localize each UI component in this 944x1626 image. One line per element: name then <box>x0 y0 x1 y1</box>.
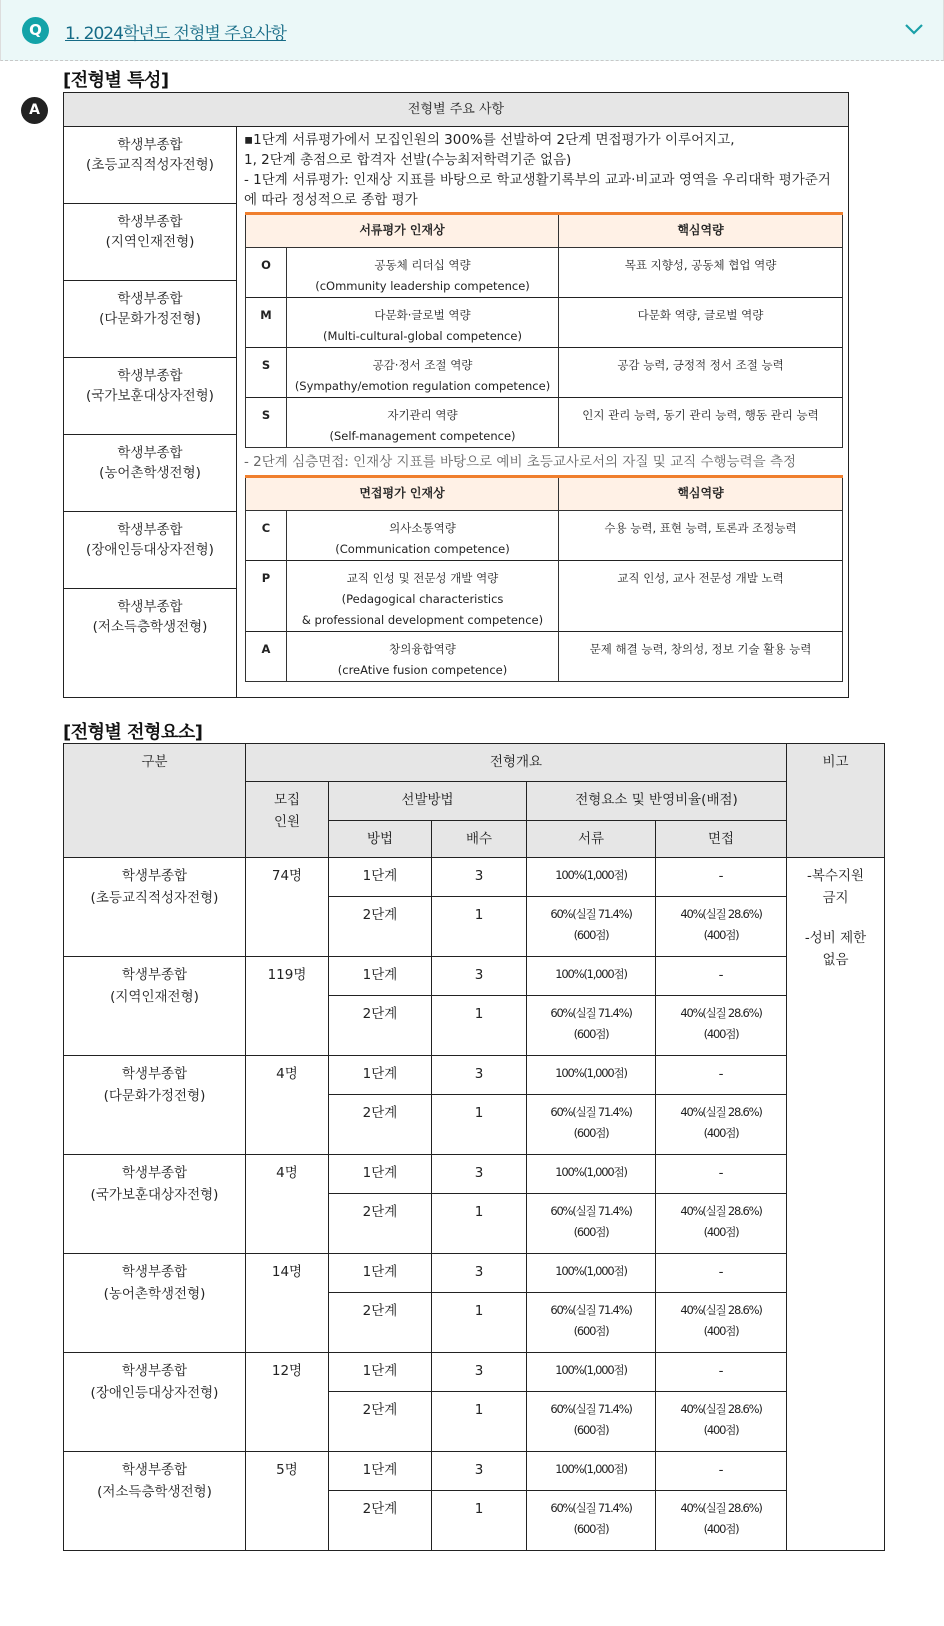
stage-method: 2단계 <box>329 1293 432 1353</box>
stage-interview: - <box>656 957 787 996</box>
stage-interview: 40%(실질 28.6%) <box>680 1006 762 1020</box>
characteristics-table <box>63 92 849 698</box>
stage-interview-points: (400점) <box>703 928 739 942</box>
stage-interview-points: (400점) <box>703 1423 739 1437</box>
int_table-header-core: 핵심역량 <box>559 477 843 511</box>
desc-line: - 1단계 서류평가: 인재상 지표를 바탕으로 학교생활기록부의 교과·비교과 영역을 우리대학 평가준거에 따라 정성적으로 종합 평가 <box>244 172 831 208</box>
faq-question-title[interactable]: 1. 2024학년도 전형별 주요사항 <box>65 24 286 44</box>
q-badge: Q <box>22 17 49 44</box>
table-row <box>246 248 843 298</box>
track-name: 학생부종합 <box>121 1066 188 1082</box>
stage-docs: 100%(1,000점) <box>527 1353 656 1392</box>
note-line: -성비 제한 <box>804 930 867 946</box>
a-badge: A <box>21 97 48 124</box>
stage-docs: 100%(1,000점) <box>527 858 656 897</box>
table-row <box>64 127 849 204</box>
stage-interview: - <box>656 1353 787 1392</box>
quota: 4명 <box>246 1155 329 1254</box>
stage-method: 2단계 <box>329 996 432 1056</box>
quota: 5명 <box>246 1452 329 1551</box>
stage-interview: 40%(실질 28.6%) <box>680 1501 762 1515</box>
stage-method: 1단계 <box>329 1353 432 1392</box>
stage-docs: 60%(실질 71.4%) <box>550 1501 632 1515</box>
track-sub: (초등교직적성자전형) <box>86 157 214 173</box>
main-points-cell <box>237 127 849 698</box>
stage-method: 1단계 <box>329 957 432 996</box>
stage-interview: - <box>656 1056 787 1095</box>
stage-multiple: 1 <box>432 1392 527 1452</box>
stage-docs: 100%(1,000점) <box>527 1056 656 1095</box>
track-name: 학생부종합 <box>121 1363 188 1379</box>
track-name: 학생부종합 <box>117 291 183 307</box>
header-method-group: 선발방법 <box>329 782 527 821</box>
stage-multiple: 3 <box>432 1056 527 1095</box>
stage-interview-points: (400점) <box>703 1522 739 1536</box>
stage-interview: - <box>656 1155 787 1194</box>
track-sub: (장애인등대상자전형) <box>86 542 214 558</box>
stage-docs-points: (600점) <box>573 1126 609 1140</box>
competency-ko: 창의융합역량 <box>389 642 456 656</box>
stage-docs-points: (600점) <box>573 1423 609 1437</box>
table-row <box>64 1155 885 1194</box>
doc_table-table <box>245 212 843 448</box>
stage-interview: 40%(실질 28.6%) <box>680 1105 762 1119</box>
stage-interview: - <box>656 858 787 897</box>
chevron-down-icon[interactable] <box>903 20 925 38</box>
stage-docs-points: (600점) <box>573 928 609 942</box>
quota: 4명 <box>246 1056 329 1155</box>
track-name: 학생부종합 <box>117 445 183 461</box>
stage-method: 1단계 <box>329 1056 432 1095</box>
table-row <box>64 1254 885 1293</box>
header-category: 구분 <box>64 744 246 858</box>
core-competency: 공감 능력, 긍정적 정서 조절 능력 <box>559 348 843 398</box>
note-cell <box>787 858 885 1551</box>
core-competency: 목표 지향성, 공동체 협업 역량 <box>559 248 843 298</box>
competency-key: O <box>246 248 287 298</box>
stage-docs: 60%(실질 71.4%) <box>550 1204 632 1218</box>
stage-method: 1단계 <box>329 1155 432 1194</box>
stage-interview-points: (400점) <box>703 1027 739 1041</box>
header-interview: 면접 <box>656 821 787 858</box>
doc_table-header-core: 핵심역량 <box>559 214 843 248</box>
core-competency: 다문화 역량, 글로벌 역량 <box>559 298 843 348</box>
header-overview: 전형개요 <box>246 744 787 782</box>
header-multiple: 배수 <box>432 821 527 858</box>
stage-docs: 100%(1,000점) <box>527 957 656 996</box>
header-elements: 전형요소 및 반영비율(배점) <box>527 782 787 821</box>
track-sub: (농어촌학생전형) <box>103 1286 206 1302</box>
competency-en: (cOmmunity leadership competence) <box>315 279 530 293</box>
stage-docs-points: (600점) <box>573 1324 609 1338</box>
stage-multiple: 3 <box>432 858 527 897</box>
header-docs: 서류 <box>527 821 656 858</box>
header-quota: 모집 인원 <box>246 782 329 858</box>
competency-key: S <box>246 398 287 448</box>
table-row <box>246 348 843 398</box>
doc_table-header-persona: 서류평가 인재상 <box>246 214 559 248</box>
core-competency: 인지 관리 능력, 동기 관리 능력, 행동 관리 능력 <box>559 398 843 448</box>
stage-multiple: 1 <box>432 1491 527 1551</box>
stage-multiple: 3 <box>432 1353 527 1392</box>
track-sub: (저소득층학생전형) <box>97 1484 212 1500</box>
stage-docs: 100%(1,000점) <box>527 1452 656 1491</box>
header-method: 방법 <box>329 821 432 858</box>
stage-interview: 40%(실질 28.6%) <box>680 1303 762 1317</box>
header-note: 비고 <box>787 744 885 858</box>
stage-interview: - <box>656 1452 787 1491</box>
table-row <box>246 561 843 632</box>
competency-key: S <box>246 348 287 398</box>
competency-en: (Pedagogical characteristics <box>341 592 504 606</box>
track-name: 학생부종합 <box>117 599 183 615</box>
competency-en-2: & professional development competence) <box>301 613 544 627</box>
stage-multiple: 1 <box>432 1194 527 1254</box>
competency-en: (Multi-cultural-global competence) <box>323 329 522 343</box>
stage-docs: 60%(실질 71.4%) <box>550 1402 632 1416</box>
table-row <box>246 632 843 682</box>
track-sub: (저소득층학생전형) <box>92 619 208 635</box>
table-row <box>64 858 885 897</box>
elements-table <box>63 743 885 1551</box>
quota: 14명 <box>246 1254 329 1353</box>
competency-ko: 교직 인성 및 전문성 개발 역량 <box>346 571 499 585</box>
table-row <box>64 1056 885 1095</box>
track-name: 학생부종합 <box>121 868 188 884</box>
stage-docs: 60%(실질 71.4%) <box>550 1303 632 1317</box>
competency-ko: 공감·정서 조절 역량 <box>372 358 473 372</box>
core-competency: 교직 인성, 교사 전문성 개발 노력 <box>559 561 843 632</box>
stage-interview: 40%(실질 28.6%) <box>680 907 762 921</box>
track-name: 학생부종합 <box>121 1165 188 1181</box>
track-name: 학생부종합 <box>121 967 188 983</box>
competency-key: A <box>246 632 287 682</box>
table-row <box>64 1353 885 1392</box>
track-name: 학생부종합 <box>121 1264 188 1280</box>
stage-method: 1단계 <box>329 1254 432 1293</box>
stage-multiple: 3 <box>432 1155 527 1194</box>
stage-docs-points: (600점) <box>573 1027 609 1041</box>
track-sub: (다문화가정전형) <box>103 1088 206 1104</box>
track-name: 학생부종합 <box>121 1462 188 1478</box>
competency-key: C <box>246 511 287 561</box>
note-line: 없음 <box>822 952 849 968</box>
stage-docs: 100%(1,000점) <box>527 1254 656 1293</box>
section-heading-characteristics: [전형별 특성] <box>63 70 169 91</box>
desc-line: 1, 2단계 총점으로 합격자 선발(수능최저학력기준 없음) <box>244 152 572 168</box>
table-header: 전형별 주요 사항 <box>64 93 849 127</box>
stage-multiple: 1 <box>432 1095 527 1155</box>
track-name: 학생부종합 <box>117 214 183 230</box>
track-name: 학생부종합 <box>117 522 183 538</box>
stage-interview: - <box>656 1254 787 1293</box>
track-sub: (다문화가정전형) <box>99 311 201 327</box>
section-heading-elements: [전형별 전형요소] <box>63 722 203 743</box>
table-row <box>64 957 885 996</box>
stage-docs: 60%(실질 71.4%) <box>550 1105 632 1119</box>
quota: 12명 <box>246 1353 329 1452</box>
track-sub: (국가보훈대상자전형) <box>90 1187 219 1203</box>
stage-multiple: 3 <box>432 1452 527 1491</box>
stage-interview-points: (400점) <box>703 1126 739 1140</box>
track-name: 학생부종합 <box>117 368 183 384</box>
stage-multiple: 3 <box>432 1254 527 1293</box>
competency-en: (Communication competence) <box>335 542 510 556</box>
stage-method: 1단계 <box>329 858 432 897</box>
int_table-header-persona: 면접평가 인재상 <box>246 477 559 511</box>
competency-en: (Sympathy/emotion regulation competence) <box>294 379 551 393</box>
table-row <box>64 1452 885 1491</box>
int_table-table <box>245 475 843 682</box>
stage-method: 2단계 <box>329 1491 432 1551</box>
note-line: -복수지원 <box>807 868 865 884</box>
competency-ko: 의사소통역량 <box>389 521 456 535</box>
stage-method: 2단계 <box>329 1194 432 1254</box>
stage-method: 2단계 <box>329 1095 432 1155</box>
stage-docs: 60%(실질 71.4%) <box>550 907 632 921</box>
stage-interview: 40%(실질 28.6%) <box>680 1402 762 1416</box>
core-competency: 수용 능력, 표현 능력, 토론과 조정능력 <box>559 511 843 561</box>
stage-interview: 40%(실질 28.6%) <box>680 1204 762 1218</box>
competency-en: (creAtive fusion competence) <box>337 663 508 677</box>
quota: 74명 <box>246 858 329 957</box>
stage-interview-points: (400점) <box>703 1225 739 1239</box>
note-line: 금지 <box>822 890 849 906</box>
interview-note: - 2단계 심층면접: 인재상 지표를 바탕으로 예비 초등교사로서의 자질 및 교직 수행능력을 측정 <box>244 454 797 470</box>
stage-docs-points: (600점) <box>573 1522 609 1536</box>
competency-ko: 다문화·글로벌 역량 <box>374 308 471 322</box>
competency-ko: 자기관리 역량 <box>387 408 458 422</box>
core-competency: 문제 해결 능력, 창의성, 정보 기술 활용 능력 <box>559 632 843 682</box>
track-sub: (농어촌학생전형) <box>99 465 201 481</box>
track-sub: (초등교직적성자전형) <box>90 890 219 906</box>
stage-interview-points: (400점) <box>703 1324 739 1338</box>
track-name: 학생부종합 <box>117 137 183 153</box>
track-sub: (국가보훈대상자전형) <box>86 388 214 404</box>
stage-multiple: 3 <box>432 957 527 996</box>
table-row <box>246 398 843 448</box>
track-sub: (지역인재전형) <box>105 234 195 250</box>
track-sub: (장애인등대상자전형) <box>90 1385 219 1401</box>
quota: 119명 <box>246 957 329 1056</box>
stage-method: 2단계 <box>329 897 432 957</box>
competency-key: M <box>246 298 287 348</box>
stage-docs: 60%(실질 71.4%) <box>550 1006 632 1020</box>
desc-line: ▪1단계 서류평가에서 모집인원의 300%를 선발하여 2단계 면접평가가 이루어지고, <box>244 132 735 148</box>
stage-method: 1단계 <box>329 1452 432 1491</box>
stage-method: 2단계 <box>329 1392 432 1452</box>
competency-ko: 공동체 리더십 역량 <box>374 258 471 272</box>
competency-key: P <box>246 561 287 632</box>
stage-docs-points: (600점) <box>573 1225 609 1239</box>
stage-multiple: 1 <box>432 996 527 1056</box>
faq-question-bar[interactable] <box>0 0 944 61</box>
table-row <box>246 511 843 561</box>
track-sub: (지역인재전형) <box>110 989 199 1005</box>
table-row <box>246 298 843 348</box>
stage-multiple: 1 <box>432 1293 527 1353</box>
stage-multiple: 1 <box>432 897 527 957</box>
competency-en: (Self-management competence) <box>329 429 516 443</box>
stage-docs: 100%(1,000점) <box>527 1155 656 1194</box>
